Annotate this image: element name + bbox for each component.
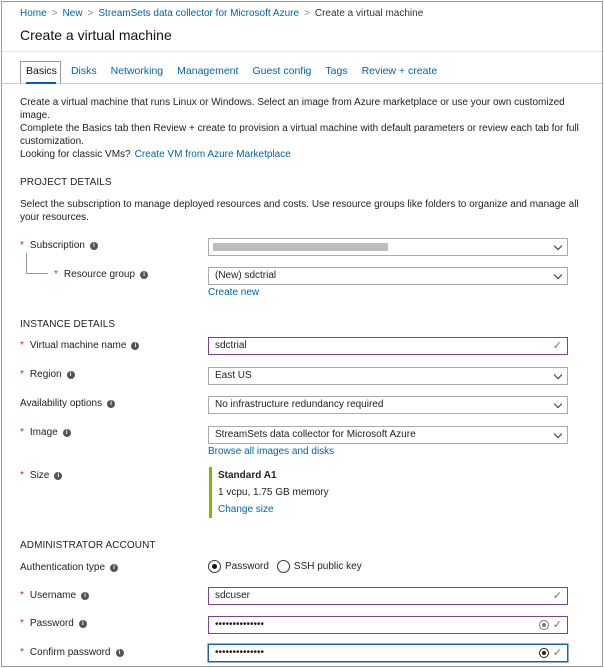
resource-group-label bbox=[54, 269, 148, 280]
confirm-password-input[interactable] bbox=[208, 644, 568, 662]
username-input[interactable] bbox=[208, 587, 568, 605]
region-value: East US bbox=[215, 370, 252, 381]
chevron-down-icon bbox=[554, 430, 562, 438]
intro-line-1: Create a virtual machine that runs Linux or Windows. Select an image from Azure marketplace or use your own customized image. bbox=[20, 97, 565, 121]
classic-vm-row bbox=[20, 148, 580, 161]
reveal-password-icon[interactable] bbox=[539, 620, 549, 630]
active-tab-indicator bbox=[26, 82, 56, 84]
tab-bar bbox=[20, 65, 451, 82]
check-icon: ✓ bbox=[552, 647, 562, 659]
auth-type-radio-group bbox=[208, 560, 370, 573]
required-marker: * bbox=[20, 618, 24, 629]
tab-management[interactable]: Management bbox=[177, 65, 239, 77]
redacted-subscription-value bbox=[213, 243, 388, 251]
chevron-down-icon bbox=[554, 242, 562, 250]
breadcrumb-separator: > bbox=[87, 8, 94, 19]
tab-networking[interactable]: Networking bbox=[110, 65, 164, 77]
browse-images-link[interactable]: Browse all images and disks bbox=[208, 446, 335, 457]
breadcrumb-separator: > bbox=[51, 8, 58, 19]
tab-basics[interactable]: Basics bbox=[26, 65, 57, 77]
username-label bbox=[20, 590, 89, 601]
image-label bbox=[20, 427, 71, 438]
ssh-key-radio-label[interactable]: SSH public key bbox=[293, 561, 362, 572]
password-label bbox=[20, 618, 87, 629]
auth-type-label bbox=[20, 562, 118, 573]
subscription-label bbox=[20, 240, 98, 251]
info-icon[interactable]: i bbox=[110, 564, 118, 572]
vm-name-value: sdctrial bbox=[215, 340, 247, 351]
intro-line-2: Complete the Basics tab then Review + create to provision a virtual machine with default parameters or review each tab for full customization. bbox=[20, 123, 579, 147]
availability-dropdown[interactable] bbox=[208, 396, 568, 414]
username-label-text: Username bbox=[29, 590, 77, 601]
availability-value: No infrastructure redundancy required bbox=[215, 399, 384, 410]
ssh-key-radio[interactable] bbox=[277, 560, 290, 573]
instance-details-heading: INSTANCE DETAILS bbox=[20, 319, 116, 330]
breadcrumb-new[interactable]: New bbox=[62, 8, 83, 19]
create-vm-blade bbox=[1, 1, 603, 667]
breadcrumb bbox=[20, 8, 423, 19]
check-icon: ✓ bbox=[552, 619, 562, 631]
vm-size-spec: 1 vcpu, 1.75 GB memory bbox=[218, 487, 329, 498]
availability-label-text: Availability options bbox=[20, 398, 103, 409]
chevron-down-icon bbox=[554, 271, 562, 279]
subscription-label-text: Subscription bbox=[29, 240, 85, 251]
vm-size-summary bbox=[209, 467, 329, 518]
required-marker: * bbox=[20, 427, 24, 438]
vm-name-input[interactable] bbox=[208, 337, 568, 355]
create-new-resource-group-link[interactable]: Create new bbox=[208, 287, 260, 298]
required-marker: * bbox=[20, 647, 24, 658]
region-label bbox=[20, 369, 75, 380]
vm-name-label-text: Virtual machine name bbox=[29, 340, 127, 351]
resource-group-label-text: Resource group bbox=[63, 269, 136, 280]
tab-review-create[interactable]: Review + create bbox=[361, 65, 438, 77]
image-value: StreamSets data collector for Microsoft Azure bbox=[215, 429, 416, 440]
info-icon[interactable]: i bbox=[81, 592, 89, 600]
admin-account-heading: ADMINISTRATOR ACCOUNT bbox=[20, 540, 156, 551]
breadcrumb-current: Create a virtual machine bbox=[314, 8, 424, 19]
classic-vm-prefix: Looking for classic VMs? bbox=[20, 149, 131, 160]
availability-label bbox=[20, 398, 115, 409]
password-label-text: Password bbox=[29, 618, 74, 629]
required-marker: * bbox=[20, 340, 24, 351]
required-marker: * bbox=[54, 269, 58, 280]
region-label-text: Region bbox=[29, 369, 62, 380]
tab-tags[interactable]: Tags bbox=[325, 65, 348, 77]
info-icon[interactable]: i bbox=[116, 649, 124, 657]
resource-group-value: (New) sdctrial bbox=[215, 270, 277, 281]
create-vm-marketplace-link[interactable]: Create VM from Azure Marketplace bbox=[134, 149, 291, 160]
required-marker: * bbox=[20, 240, 24, 251]
chevron-down-icon bbox=[554, 400, 562, 408]
vm-name-label bbox=[20, 340, 139, 351]
required-marker: * bbox=[20, 369, 24, 380]
auth-type-label-text: Authentication type bbox=[20, 562, 106, 573]
breadcrumb-home[interactable]: Home bbox=[20, 8, 47, 19]
image-label-text: Image bbox=[29, 427, 58, 438]
required-marker: * bbox=[20, 470, 24, 481]
username-value: sdcuser bbox=[215, 590, 251, 601]
info-icon[interactable]: i bbox=[140, 271, 148, 279]
tree-connector bbox=[26, 273, 48, 274]
info-icon[interactable]: i bbox=[67, 371, 75, 379]
size-label-text: Size bbox=[29, 470, 50, 481]
change-size-link[interactable]: Change size bbox=[218, 504, 274, 515]
resource-group-dropdown[interactable] bbox=[208, 267, 568, 285]
password-radio-label[interactable]: Password bbox=[225, 561, 269, 572]
tree-connector bbox=[26, 253, 27, 273]
password-radio[interactable] bbox=[208, 560, 221, 573]
page-title: Create a virtual machine bbox=[20, 27, 172, 43]
confirm-password-label bbox=[20, 647, 124, 658]
breadcrumb-separator: > bbox=[304, 8, 310, 19]
size-label bbox=[20, 470, 62, 481]
info-icon[interactable]: i bbox=[90, 242, 98, 250]
intro-text bbox=[20, 96, 580, 161]
tabs-divider bbox=[2, 83, 602, 84]
project-details-description: Select the subscription to manage deployed resources and costs. Use resource groups like folders to organize and manage all your resources. bbox=[20, 199, 579, 223]
confirm-password-label-text: Confirm password bbox=[29, 647, 111, 658]
chevron-down-icon bbox=[554, 371, 562, 379]
check-icon: ✓ bbox=[552, 340, 562, 352]
vm-size-name: Standard A1 bbox=[218, 470, 277, 481]
reveal-password-icon[interactable] bbox=[539, 648, 549, 658]
breadcrumb-product[interactable]: StreamSets data collector for Microsoft Azure bbox=[98, 8, 300, 19]
info-icon[interactable]: i bbox=[131, 342, 139, 350]
title-divider bbox=[2, 51, 602, 52]
required-marker: * bbox=[20, 590, 24, 601]
info-icon[interactable]: i bbox=[63, 429, 71, 437]
confirm-password-masked-value: •••••••••••••• bbox=[215, 647, 265, 658]
check-icon: ✓ bbox=[552, 590, 562, 602]
info-icon[interactable]: i bbox=[54, 472, 62, 480]
info-icon[interactable]: i bbox=[79, 620, 87, 628]
image-dropdown[interactable] bbox=[208, 426, 568, 444]
info-icon[interactable]: i bbox=[107, 400, 115, 408]
password-input[interactable] bbox=[208, 616, 568, 634]
password-masked-value: •••••••••••••• bbox=[215, 619, 265, 630]
project-details-heading: PROJECT DETAILS bbox=[20, 177, 112, 188]
subscription-dropdown[interactable] bbox=[208, 238, 568, 256]
tab-guest-config[interactable]: Guest config bbox=[252, 65, 312, 77]
region-dropdown[interactable] bbox=[208, 367, 568, 385]
tab-disks[interactable]: Disks bbox=[70, 65, 97, 77]
